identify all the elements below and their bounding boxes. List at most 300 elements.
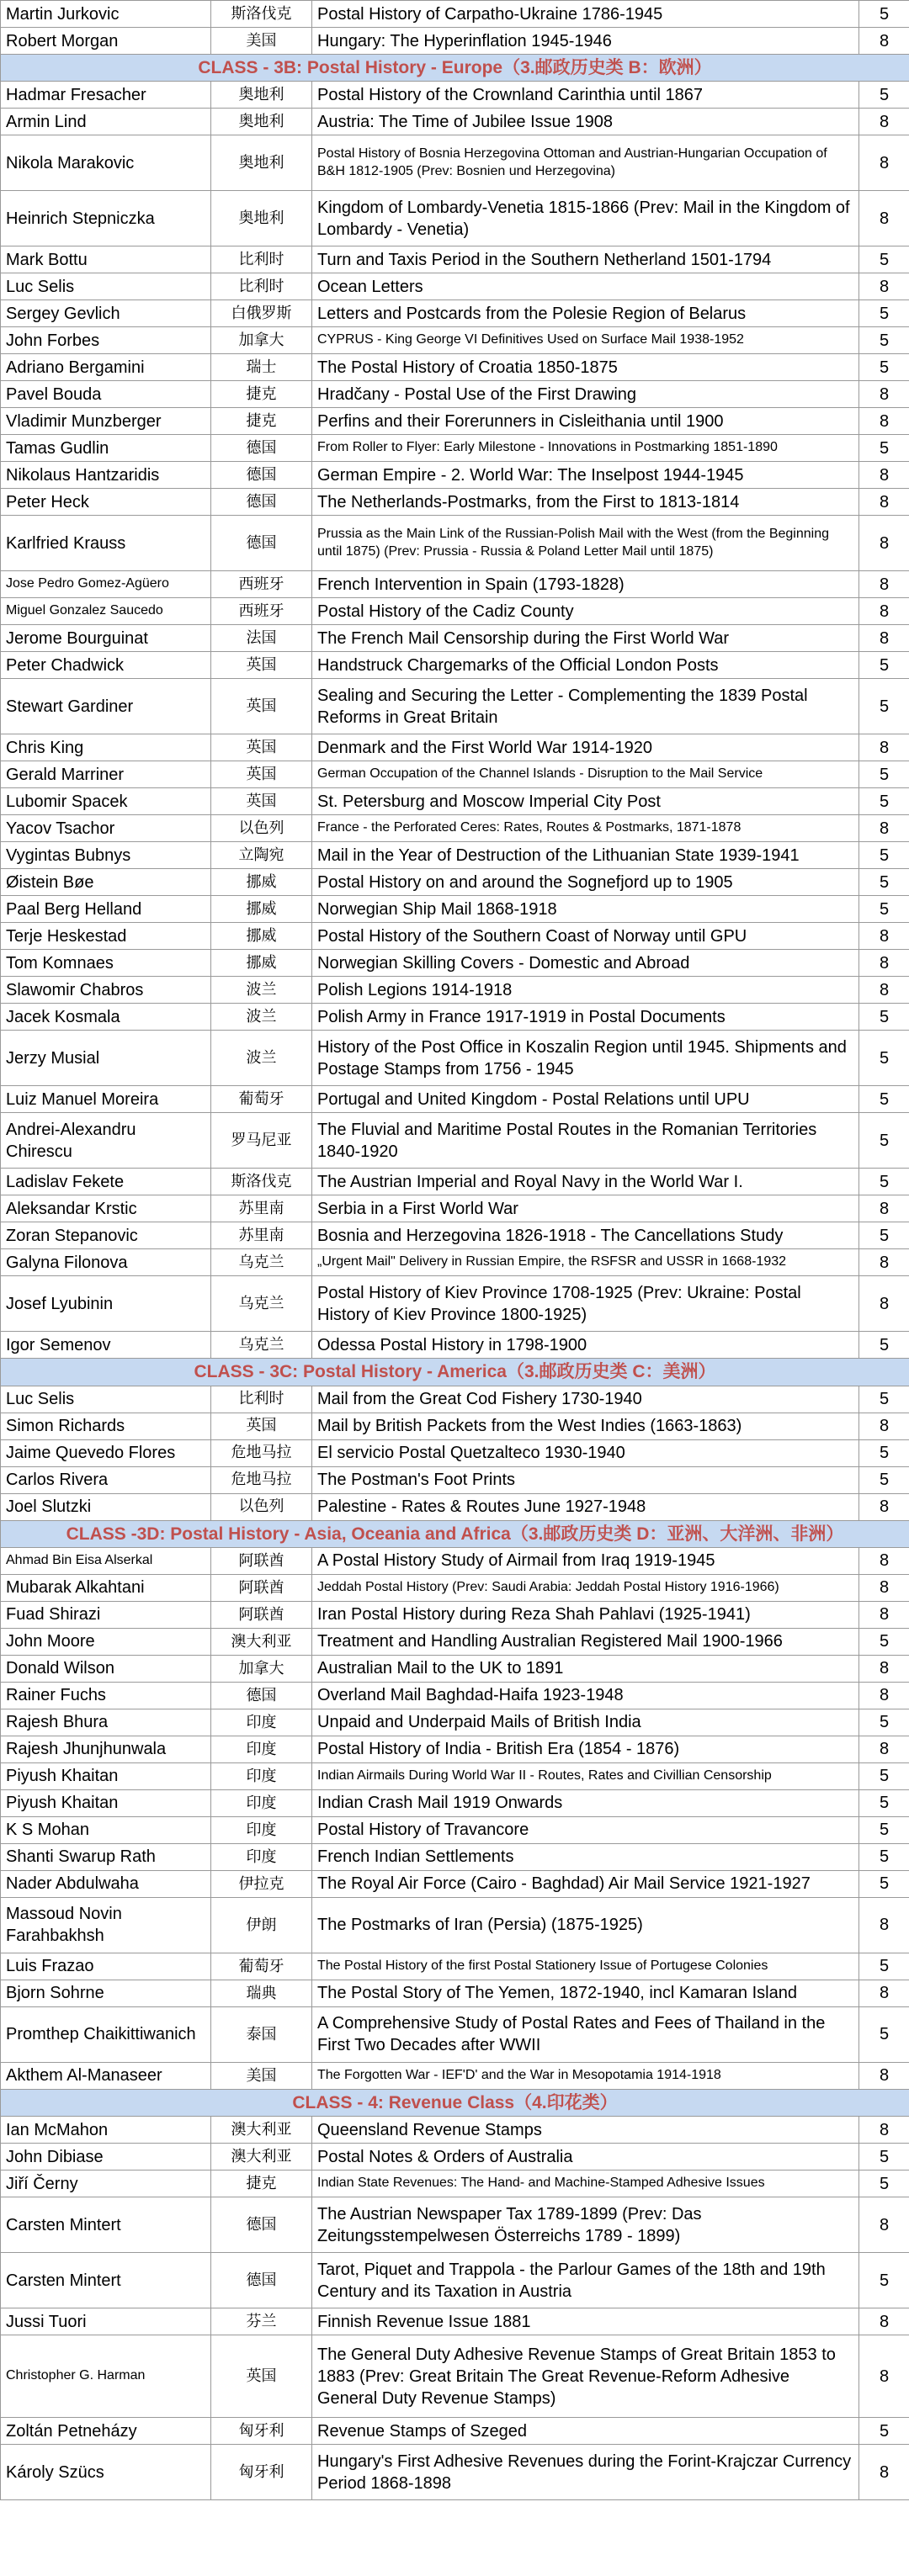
exhibitor-country: 法国	[211, 625, 312, 652]
exhibitor-country: 英国	[211, 761, 312, 788]
frame-count: 5	[859, 1762, 909, 1789]
exhibitor-name: Nikolaus Hantzaridis	[1, 462, 211, 489]
exhibit-title: Handstruck Chargemarks of the Official London Posts	[312, 652, 859, 679]
table-row	[1, 1, 909, 28]
exhibitor-name: Lubomir Spacek	[1, 788, 211, 815]
exhibitor-name: Promthep Chaikittiwanich	[1, 2006, 211, 2062]
table-row	[1, 1222, 909, 1249]
frame-count: 8	[859, 1493, 909, 1520]
frame-count: 5	[859, 1628, 909, 1655]
exhibitor-country: 英国	[211, 2335, 312, 2418]
exhibit-title: The Postal Story of The Yemen, 1872-1940, incl Kamaran Island	[312, 1980, 859, 2006]
frame-count: 8	[859, 734, 909, 761]
frame-count: 8	[859, 598, 909, 625]
exhibitor-name: Rainer Fuchs	[1, 1682, 211, 1709]
exhibitor-name: Carsten Mintert	[1, 2253, 211, 2308]
table-row	[1, 896, 909, 923]
exhibitor-name: Jiří Černy	[1, 2171, 211, 2197]
table-row	[1, 300, 909, 327]
exhibitor-name: Peter Heck	[1, 489, 211, 516]
exhibit-title: Finnish Revenue Issue 1881	[312, 2308, 859, 2335]
exhibit-title: Unpaid and Underpaid Mails of British India	[312, 1709, 859, 1736]
exhibitor-country: 德国	[211, 2253, 312, 2308]
exhibitor-country: 德国	[211, 1682, 312, 1709]
table-row	[1, 2253, 909, 2308]
exhibitor-name: Armin Lind	[1, 109, 211, 135]
exhibitor-country: 奥地利	[211, 109, 312, 135]
table-row	[1, 1493, 909, 1520]
exhibitor-country: 瑞典	[211, 1980, 312, 2006]
frame-count: 5	[859, 652, 909, 679]
exhibit-title: Hungary's First Adhesive Revenues during the Forint-Krajczar Currency Period 1868-1898	[312, 2445, 859, 2500]
exhibit-title: St. Petersburg and Moscow Imperial City Post	[312, 788, 859, 815]
exhibit-title: Queensland Revenue Stamps	[312, 2117, 859, 2144]
exhibitor-name: Jerome Bourguinat	[1, 625, 211, 652]
exhibitor-country: 德国	[211, 462, 312, 489]
frame-count: 5	[859, 761, 909, 788]
exhibit-title: Postal History of Travancore	[312, 1816, 859, 1843]
exhibit-title: Indian State Revenues: The Hand- and Machine-Stamped Adhesive Issues	[312, 2171, 859, 2197]
exhibitor-name: Ian McMahon	[1, 2117, 211, 2144]
class-heading: CLASS - 4: Revenue Class（4.印花类）	[1, 2089, 909, 2116]
frame-count: 5	[859, 1466, 909, 1493]
exhibit-title: The Postal History of Croatia 1850-1875	[312, 354, 859, 381]
exhibit-title: Postal History of the Crownland Carinthia until 1867	[312, 82, 859, 109]
table-row	[1, 1897, 909, 1953]
frame-count: 8	[859, 1601, 909, 1628]
exhibitor-country: 印度	[211, 1789, 312, 1816]
exhibit-title: Postal History of Carpatho-Ukraine 1786-1945	[312, 1, 859, 28]
table-row	[1, 2062, 909, 2089]
exhibitor-name: Piyush Khaitan	[1, 1762, 211, 1789]
table-row	[1, 950, 909, 977]
frame-count: 8	[859, 1980, 909, 2006]
class-heading: CLASS - 3C: Postal History - America（3.邮政历史类 C：美洲）	[1, 1359, 909, 1386]
exhibit-title: Postal History on and around the Sognefjord up to 1905	[312, 869, 859, 896]
exhibit-title: Norwegian Ship Mail 1868-1918	[312, 896, 859, 923]
exhibitor-name: Aleksandar Krstic	[1, 1195, 211, 1222]
exhibit-title: Norwegian Skilling Covers - Domestic and Abroad	[312, 950, 859, 977]
exhibitor-name: Chris King	[1, 734, 211, 761]
frame-count: 5	[859, 354, 909, 381]
frame-count: 5	[859, 2006, 909, 2062]
exhibitor-country: 阿联酋	[211, 1547, 312, 1574]
frame-count: 5	[859, 1031, 909, 1086]
exhibitor-name: Zoran Stepanovic	[1, 1222, 211, 1249]
table-row	[1, 2144, 909, 2171]
exhibitor-country: 印度	[211, 1762, 312, 1789]
exhibit-title: Jeddah Postal History (Prev: Saudi Arabia: Jeddah Postal History 1916-1966)	[312, 1574, 859, 1601]
exhibitor-country: 斯洛伐克	[211, 1169, 312, 1195]
exhibit-title: Portugal and United Kingdom - Postal Relations until UPU	[312, 1086, 859, 1113]
frame-count: 8	[859, 273, 909, 300]
table-row	[1, 28, 909, 55]
exhibitor-country: 挪威	[211, 950, 312, 977]
table-row	[1, 1628, 909, 1655]
exhibitor-name: Zoltán Petneházy	[1, 2418, 211, 2445]
exhibitor-name: Christopher G. Harman	[1, 2335, 211, 2418]
exhibit-title: The Forgotten War - IEF'D' and the War in Mesopotamia 1914-1918	[312, 2062, 859, 2089]
exhibitor-name: Luc Selis	[1, 273, 211, 300]
exhibit-title: Polish Army in France 1917-1919 in Postal Documents	[312, 1004, 859, 1031]
exhibit-title: Revenue Stamps of Szeged	[312, 2418, 859, 2445]
exhibit-title: Mail from the Great Cod Fishery 1730-1940	[312, 1386, 859, 1413]
frame-count: 8	[859, 571, 909, 598]
exhibit-title: Iran Postal History during Reza Shah Pahlavi (1925-1941)	[312, 1601, 859, 1628]
frame-count: 8	[859, 28, 909, 55]
exhibit-title: Postal Notes & Orders of Australia	[312, 2144, 859, 2171]
table-row	[1, 1169, 909, 1195]
class-heading-row	[1, 1359, 909, 1386]
exhibitor-name: Andrei-Alexandru Chirescu	[1, 1113, 211, 1169]
exhibitor-country: 德国	[211, 489, 312, 516]
exhibit-title: Overland Mail Baghdad-Haifa 1923-1948	[312, 1682, 859, 1709]
table-row	[1, 815, 909, 842]
exhibitor-name: Stewart Gardiner	[1, 679, 211, 734]
exhibitor-country: 斯洛伐克	[211, 1, 312, 28]
class-heading-row	[1, 55, 909, 82]
exhibitor-name: Jerzy Musial	[1, 1031, 211, 1086]
exhibitor-country: 葡萄牙	[211, 1086, 312, 1113]
table-row	[1, 1870, 909, 1897]
exhibit-title: German Occupation of the Channel Islands - Disruption to the Mail Service	[312, 761, 859, 788]
exhibitor-name: Massoud Novin Farahbakhsh	[1, 1897, 211, 1953]
frame-count: 8	[859, 516, 909, 571]
table-row	[1, 1386, 909, 1413]
exhibitor-name: John Forbes	[1, 327, 211, 354]
exhibitor-name: Pavel Bouda	[1, 381, 211, 408]
exhibit-title: The Netherlands-Postmarks, from the First to 1813-1814	[312, 489, 859, 516]
table-row	[1, 1439, 909, 1466]
exhibitor-name: Gerald Marriner	[1, 761, 211, 788]
frame-count: 5	[859, 869, 909, 896]
table-row	[1, 1789, 909, 1816]
table-row	[1, 354, 909, 381]
exhibitor-name: Tom Komnaes	[1, 950, 211, 977]
exhibitor-country: 捷克	[211, 381, 312, 408]
exhibit-title: Mail in the Year of Destruction of the Lithuanian State 1939-1941	[312, 842, 859, 869]
frame-count: 5	[859, 896, 909, 923]
frame-count: 5	[859, 1789, 909, 1816]
exhibitor-name: Nader Abdulwaha	[1, 1870, 211, 1897]
frame-count: 5	[859, 2171, 909, 2197]
exhibitor-country: 阿联酋	[211, 1601, 312, 1628]
exhibitor-name: Piyush Khaitan	[1, 1789, 211, 1816]
exhibitor-name: Karlfried Krauss	[1, 516, 211, 571]
exhibit-title: The Fluvial and Maritime Postal Routes in the Romanian Territories 1840-1920	[312, 1113, 859, 1169]
frame-count: 5	[859, 679, 909, 734]
table-row	[1, 1113, 909, 1169]
frame-count: 5	[859, 1169, 909, 1195]
exhibit-title: Serbia in a First World War	[312, 1195, 859, 1222]
frame-count: 8	[859, 977, 909, 1004]
exhibitor-country: 挪威	[211, 896, 312, 923]
exhibitor-name: Jacek Kosmala	[1, 1004, 211, 1031]
exhibit-title: Polish Legions 1914-1918	[312, 977, 859, 1004]
table-row	[1, 652, 909, 679]
frame-count: 5	[859, 1086, 909, 1113]
frame-count: 8	[859, 2335, 909, 2418]
exhibit-title: French Indian Settlements	[312, 1843, 859, 1870]
class-heading: CLASS -3D: Postal History - Asia, Oceania and Africa（3.邮政历史类 D：亚洲、大洋洲、非洲）	[1, 1520, 909, 1547]
frame-count: 8	[859, 1547, 909, 1574]
exhibit-title: A Comprehensive Study of Postal Rates and Fees of Thailand in the First Two Decades after WWII	[312, 2006, 859, 2062]
table-row	[1, 679, 909, 734]
frame-count: 8	[859, 1249, 909, 1276]
table-row	[1, 1762, 909, 1789]
frame-count: 5	[859, 1843, 909, 1870]
exhibit-title: Mail by British Packets from the West Indies (1663-1863)	[312, 1413, 859, 1439]
exhibitor-country: 比利时	[211, 246, 312, 273]
table-row	[1, 489, 909, 516]
exhibitor-country: 印度	[211, 1843, 312, 1870]
frame-count: 8	[859, 191, 909, 246]
exhibitor-country: 以色列	[211, 1493, 312, 1520]
frame-count: 8	[859, 2445, 909, 2500]
frame-count: 5	[859, 1386, 909, 1413]
frame-count: 5	[859, 300, 909, 327]
table-row	[1, 923, 909, 950]
exhibit-title: Perfins and their Forerunners in Cisleithania until 1900	[312, 408, 859, 435]
frame-count: 5	[859, 1709, 909, 1736]
table-row	[1, 1332, 909, 1359]
frame-count: 8	[859, 1897, 909, 1953]
table-row	[1, 1601, 909, 1628]
exhibitor-name: Károly Szücs	[1, 2445, 211, 2500]
exhibit-title: History of the Post Office in Koszalin Region until 1945. Shipments and Postage Stamps from 1756 - 1945	[312, 1031, 859, 1086]
exhibitor-country: 英国	[211, 734, 312, 761]
exhibitor-name: Vladimir Munzberger	[1, 408, 211, 435]
exhibitor-country: 匈牙利	[211, 2418, 312, 2445]
frame-count: 8	[859, 2308, 909, 2335]
table-row	[1, 1466, 909, 1493]
exhibit-title: A Postal History Study of Airmail from Iraq 1919-1945	[312, 1547, 859, 1574]
exhibit-title: The Austrian Imperial and Royal Navy in the World War I.	[312, 1169, 859, 1195]
exhibitor-country: 加拿大	[211, 1655, 312, 1682]
frame-count: 8	[859, 1736, 909, 1762]
exhibitor-name: Jose Pedro Gomez-Agüero	[1, 571, 211, 598]
frame-count: 5	[859, 1953, 909, 1980]
exhibitor-name: Vygintas Bubnys	[1, 842, 211, 869]
exhibit-title: Letters and Postcards from the Polesie Region of Belarus	[312, 300, 859, 327]
exhibitor-country: 罗马尼亚	[211, 1113, 312, 1169]
table-row	[1, 1682, 909, 1709]
exhibitor-name: Luis Frazao	[1, 1953, 211, 1980]
exhibitor-country: 葡萄牙	[211, 1953, 312, 1980]
exhibitor-country: 澳大利亚	[211, 2144, 312, 2171]
exhibit-title: The Postmarks of Iran (Persia) (1875-1925)	[312, 1897, 859, 1953]
frame-count: 8	[859, 1574, 909, 1601]
frame-count: 8	[859, 2197, 909, 2253]
table-row	[1, 2445, 909, 2500]
frame-count: 5	[859, 1222, 909, 1249]
exhibit-title: Bosnia and Herzegovina 1826-1918 - The Cancellations Study	[312, 1222, 859, 1249]
exhibit-title: Denmark and the First World War 1914-1920	[312, 734, 859, 761]
frame-count: 5	[859, 2418, 909, 2445]
table-row	[1, 869, 909, 896]
exhibitor-name: Yacov Tsachor	[1, 815, 211, 842]
table-row	[1, 977, 909, 1004]
frame-count: 5	[859, 788, 909, 815]
exhibitor-country: 澳大利亚	[211, 2117, 312, 2144]
exhibitor-country: 挪威	[211, 923, 312, 950]
table-row	[1, 1980, 909, 2006]
exhibitor-name: Igor Semenov	[1, 1332, 211, 1359]
exhibitor-country: 澳大利亚	[211, 1628, 312, 1655]
exhibitor-name: Tamas Gudlin	[1, 435, 211, 462]
exhibitor-country: 波兰	[211, 977, 312, 1004]
frame-count: 8	[859, 2117, 909, 2144]
table-row	[1, 435, 909, 462]
frame-count: 5	[859, 1439, 909, 1466]
exhibitor-name: Paal Berg Helland	[1, 896, 211, 923]
exhibitor-country: 白俄罗斯	[211, 300, 312, 327]
frame-count: 5	[859, 1870, 909, 1897]
exhibit-title: Sealing and Securing the Letter - Complementing the 1839 Postal Reforms in Great Britain	[312, 679, 859, 734]
exhibitor-name: Rajesh Jhunjhunwala	[1, 1736, 211, 1762]
exhibitor-name: Mark Bottu	[1, 246, 211, 273]
exhibitor-country: 芬兰	[211, 2308, 312, 2335]
exhibitor-country: 立陶宛	[211, 842, 312, 869]
exhibitor-country: 阿联酋	[211, 1574, 312, 1601]
exhibit-title: Postal History of India - British Era (1854 - 1876)	[312, 1736, 859, 1762]
frame-count: 5	[859, 1113, 909, 1169]
exhibitor-name: Joel Slutzki	[1, 1493, 211, 1520]
table-row	[1, 842, 909, 869]
table-row	[1, 1249, 909, 1276]
exhibitor-country: 乌克兰	[211, 1332, 312, 1359]
table-row	[1, 1655, 909, 1682]
frame-count: 8	[859, 950, 909, 977]
table-row	[1, 1086, 909, 1113]
frame-count: 8	[859, 923, 909, 950]
exhibitor-name: Luiz Manuel Moreira	[1, 1086, 211, 1113]
table-row	[1, 1413, 909, 1439]
exhibitor-name: Øistein Bøe	[1, 869, 211, 896]
frame-count: 8	[859, 625, 909, 652]
table-row	[1, 2418, 909, 2445]
exhibitor-name: Galyna Filonova	[1, 1249, 211, 1276]
frame-count: 8	[859, 1195, 909, 1222]
table-row	[1, 1031, 909, 1086]
exhibit-table-body	[1, 1, 909, 2500]
frame-count: 8	[859, 408, 909, 435]
exhibitor-name: K S Mohan	[1, 1816, 211, 1843]
exhibit-title: The Austrian Newspaper Tax 1789-1899 (Prev: Das Zeitungsstempelwesen Österreichs 1789 - 1899)	[312, 2197, 859, 2253]
exhibitor-name: Terje Heskestad	[1, 923, 211, 950]
exhibitor-country: 奥地利	[211, 82, 312, 109]
frame-count: 5	[859, 842, 909, 869]
exhibitor-name: Martin Jurkovic	[1, 1, 211, 28]
exhibit-title: Treatment and Handling Australian Registered Mail 1900-1966	[312, 1628, 859, 1655]
table-row	[1, 462, 909, 489]
exhibit-title: Austria: The Time of Jubilee Issue 1908	[312, 109, 859, 135]
table-row	[1, 246, 909, 273]
class-heading-row	[1, 2089, 909, 2116]
exhibitor-country: 德国	[211, 2197, 312, 2253]
exhibitor-country: 苏里南	[211, 1222, 312, 1249]
exhibitor-name: Simon Richards	[1, 1413, 211, 1439]
exhibitor-name: John Moore	[1, 1628, 211, 1655]
table-row	[1, 516, 909, 571]
exhibitor-name: Nikola Marakovic	[1, 135, 211, 191]
table-row	[1, 625, 909, 652]
table-row	[1, 734, 909, 761]
exhibit-title: Postal History of Bosnia Herzegovina Ottoman and Austrian-Hungarian Occupation of B&H 1812-1905 (Prev: Bosnien und Herzegovina)	[312, 135, 859, 191]
table-row	[1, 408, 909, 435]
exhibit-title: Prussia as the Main Link of the Russian-Polish Mail with the West (from the Beginning until 1875) (Prev: Prussia - Russia & Poland Letter Mail until 1875)	[312, 516, 859, 571]
exhibit-title: The Postal History of the first Postal Stationery Issue of Portugese Colonies	[312, 1953, 859, 1980]
exhibit-title: Turn and Taxis Period in the Southern Netherland 1501-1794	[312, 246, 859, 273]
frame-count: 8	[859, 2062, 909, 2089]
exhibitor-country: 德国	[211, 516, 312, 571]
frame-count: 5	[859, 82, 909, 109]
exhibitor-name: Peter Chadwick	[1, 652, 211, 679]
exhibit-title: Ocean Letters	[312, 273, 859, 300]
exhibit-title: Indian Crash Mail 1919 Onwards	[312, 1789, 859, 1816]
exhibit-title: From Roller to Flyer: Early Milestone - Innovations in Postmarking 1851-1890	[312, 435, 859, 462]
exhibitor-country: 加拿大	[211, 327, 312, 354]
table-row	[1, 1843, 909, 1870]
frame-count: 5	[859, 2144, 909, 2171]
table-row	[1, 381, 909, 408]
exhibitor-country: 波兰	[211, 1004, 312, 1031]
table-row	[1, 273, 909, 300]
exhibit-title: Postal History of the Cadiz County	[312, 598, 859, 625]
table-row	[1, 1004, 909, 1031]
exhibit-title: The Postman's Foot Prints	[312, 1466, 859, 1493]
table-row	[1, 191, 909, 246]
exhibitor-name: Jaime Quevedo Flores	[1, 1439, 211, 1466]
exhibitor-name: Luc Selis	[1, 1386, 211, 1413]
frame-count: 5	[859, 327, 909, 354]
exhibitor-country: 伊朗	[211, 1897, 312, 1953]
exhibitor-country: 英国	[211, 1413, 312, 1439]
table-row	[1, 1195, 909, 1222]
table-row	[1, 82, 909, 109]
frame-count: 8	[859, 1413, 909, 1439]
exhibit-title: Palestine - Rates & Routes June 1927-1948	[312, 1493, 859, 1520]
exhibitor-country: 比利时	[211, 273, 312, 300]
exhibit-title: Odessa Postal History in 1798-1900	[312, 1332, 859, 1359]
exhibitor-country: 挪威	[211, 869, 312, 896]
table-row	[1, 2006, 909, 2062]
exhibitor-country: 波兰	[211, 1031, 312, 1086]
frame-count: 5	[859, 435, 909, 462]
exhibit-title: The General Duty Adhesive Revenue Stamps of Great Britain 1853 to 1883 (Prev: Great Britain The Great Revenue-Reform Adhesive General Duty Revenue Stamps)	[312, 2335, 859, 2418]
exhibitor-name: Sergey Gevlich	[1, 300, 211, 327]
exhibit-title: Postal History of the Southern Coast of Norway until GPU	[312, 923, 859, 950]
exhibitor-name: Jussi Tuori	[1, 2308, 211, 2335]
exhibitor-country: 印度	[211, 1736, 312, 1762]
exhibitor-country: 乌克兰	[211, 1276, 312, 1332]
exhibitor-country: 美国	[211, 28, 312, 55]
exhibitor-name: Hadmar Fresacher	[1, 82, 211, 109]
exhibitor-name: Miguel Gonzalez Saucedo	[1, 598, 211, 625]
exhibit-title: El servicio Postal Quetzalteco 1930-1940	[312, 1439, 859, 1466]
exhibitor-country: 西班牙	[211, 571, 312, 598]
exhibit-title: Australian Mail to the UK to 1891	[312, 1655, 859, 1682]
exhibitor-name: John Dibiase	[1, 2144, 211, 2171]
table-row	[1, 327, 909, 354]
class-heading: CLASS - 3B: Postal History - Europe（3.邮政历史类 B：欧洲）	[1, 55, 909, 82]
exhibitor-country: 英国	[211, 788, 312, 815]
frame-count: 5	[859, 1004, 909, 1031]
exhibitor-country: 以色列	[211, 815, 312, 842]
table-row	[1, 2197, 909, 2253]
table-row	[1, 109, 909, 135]
exhibitor-name: Ahmad Bin Eisa Alserkal	[1, 1547, 211, 1574]
